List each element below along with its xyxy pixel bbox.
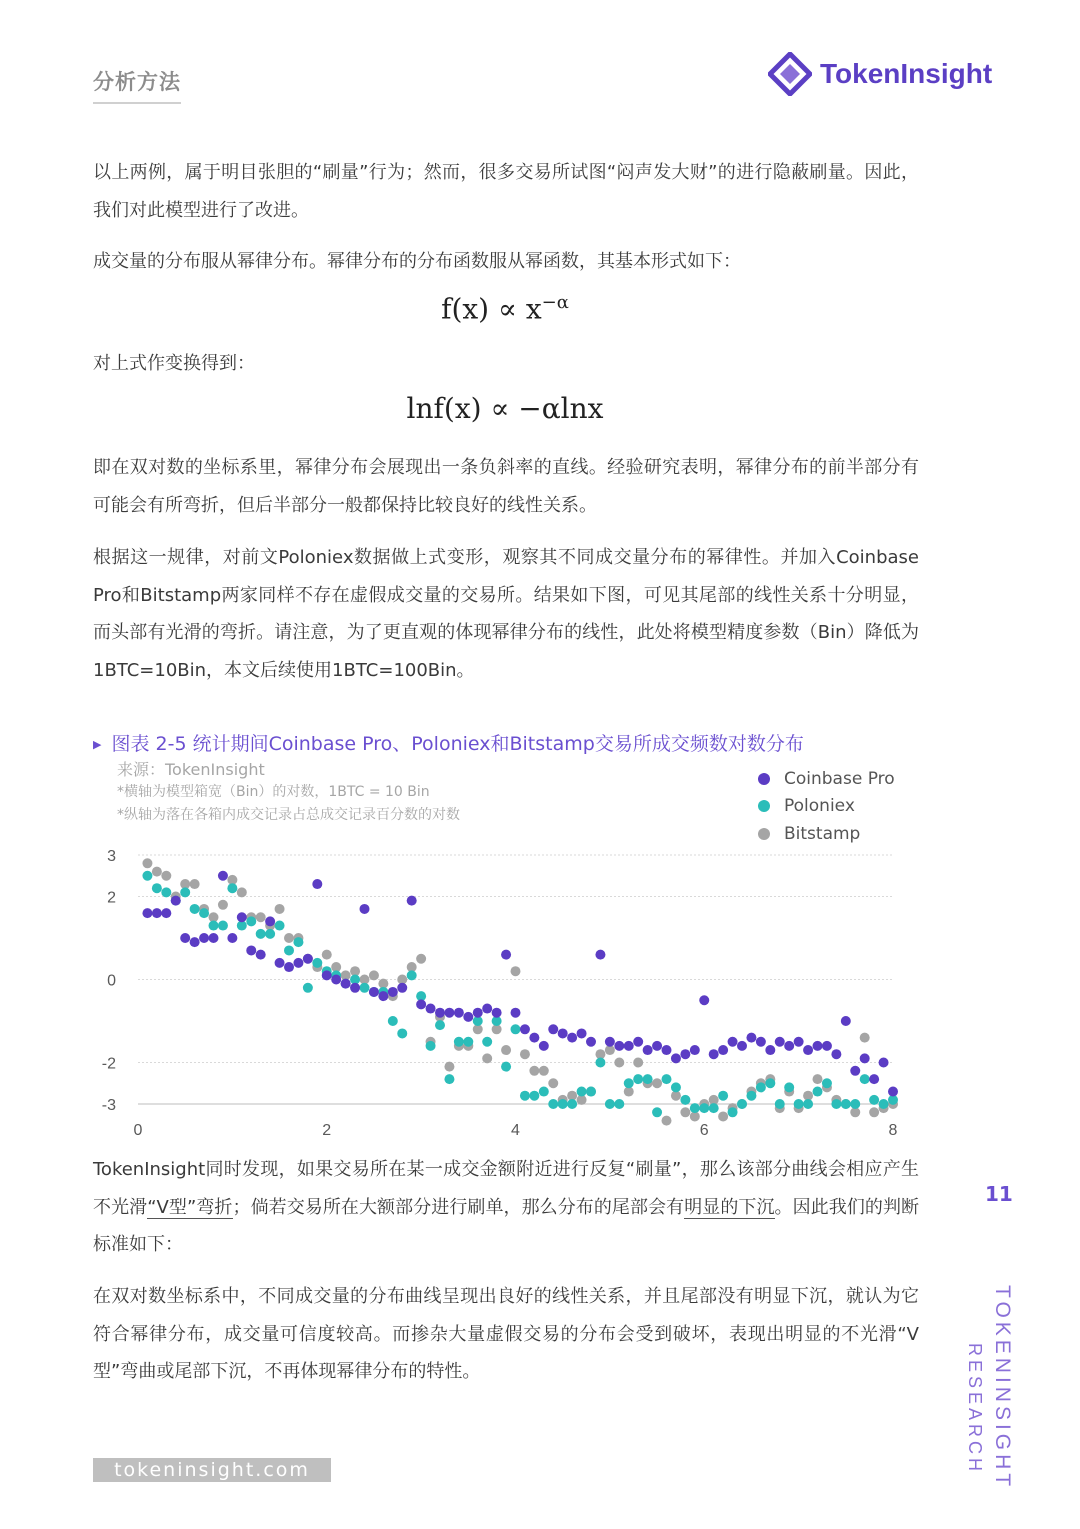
data-point-coinbase-pro [312,879,322,889]
data-point-coinbase-pro [275,958,285,968]
data-point-poloniex [152,883,162,893]
data-point-poloniex [142,871,152,881]
data-point-poloniex [577,1087,587,1097]
data-point-bitstamp [218,900,228,910]
data-point-coinbase-pro [775,1037,785,1047]
data-point-coinbase-pro [511,1008,521,1018]
data-point-poloniex [813,1087,823,1097]
data-point-poloniex [397,1028,407,1038]
data-point-poloniex [501,1062,511,1072]
data-point-coinbase-pro [633,1037,643,1047]
data-point-coinbase-pro [605,1037,615,1047]
data-point-poloniex [595,1058,605,1068]
data-point-poloniex [218,921,228,931]
side-brand-line-1: TOKENINSIGHT [991,1285,1014,1491]
brand-logo [768,52,992,96]
triangle-bullet-icon: ▶ [93,738,102,751]
y-tick-label: -2 [101,1055,116,1073]
data-point-poloniex [831,1099,841,1109]
y-tick-label: 2 [107,889,116,907]
data-point-poloniex [709,1103,719,1113]
data-point-poloniex [265,929,275,939]
data-point-poloniex [633,1074,643,1084]
paragraph-6 [93,1151,919,1264]
data-point-coinbase-pro [558,1028,568,1038]
data-point-coinbase-pro [850,1066,860,1076]
data-point-coinbase-pro [624,1041,634,1051]
data-point-coinbase-pro [737,1041,747,1051]
data-point-poloniex [775,1099,785,1109]
paragraph-2: 成交量的分布服从幂律分布。幂律分布的分布函数服从幂函数，其基本形式如下： [93,251,741,272]
data-point-coinbase-pro [416,999,426,1009]
paragraph-6-part-b: ；倘若交易所在大额部分进行刷单，那么分布的尾部会有 [232,1196,685,1218]
data-point-coinbase-pro [218,871,228,881]
data-point-poloniex [209,921,219,931]
data-point-coinbase-pro [756,1037,766,1047]
data-point-poloniex [652,1107,662,1117]
data-point-poloniex [520,1091,530,1101]
data-point-poloniex [444,1074,454,1084]
data-point-coinbase-pro [803,1045,813,1055]
page-number: 11 [985,1182,1013,1206]
data-point-bitstamp [256,912,266,922]
data-point-poloniex [869,1095,879,1105]
data-point-poloniex [605,1099,615,1109]
data-point-coinbase-pro [246,945,256,955]
data-point-poloniex [529,1091,539,1101]
data-point-coinbase-pro [680,1049,690,1059]
data-point-coinbase-pro [577,1028,587,1038]
data-point-poloniex [539,1087,549,1097]
data-point-bitstamp [680,1107,690,1117]
data-point-coinbase-pro [463,1012,473,1022]
data-point-coinbase-pro [426,1004,436,1014]
data-point-coinbase-pro [492,1008,502,1018]
data-point-poloniex [822,1078,832,1088]
legend-dot-bitstamp [758,828,770,840]
data-point-poloniex [841,1099,851,1109]
data-point-coinbase-pro [662,1045,672,1055]
data-point-coinbase-pro [350,983,360,993]
data-point-poloniex [284,945,294,955]
data-point-coinbase-pro [378,991,388,1001]
data-point-coinbase-pro [293,958,303,968]
data-point-coinbase-pro [643,1045,653,1055]
data-point-poloniex [246,916,256,926]
data-point-bitstamp [237,887,247,897]
data-point-poloniex [482,1037,492,1047]
data-point-poloniex [227,883,237,893]
data-point-coinbase-pro [331,975,341,985]
data-point-poloniex [275,921,285,931]
data-point-bitstamp [161,871,171,881]
data-point-bitstamp [284,933,294,943]
data-point-poloniex [293,937,303,947]
data-point-poloniex [746,1091,756,1101]
data-point-poloniex [690,1103,700,1113]
data-point-bitstamp [152,867,162,877]
data-point-poloniex [850,1099,860,1109]
data-point-coinbase-pro [784,1041,794,1051]
formula-log-transform: lnf(x) ∝ −αlnx [406,392,604,425]
y-tick-label: 3 [107,848,116,865]
chart-legend [758,765,895,848]
data-point-coinbase-pro [397,983,407,993]
side-brand-line-2: RESEARCH [965,1343,985,1476]
x-tick-label: 8 [888,1122,898,1139]
data-point-poloniex [879,1099,889,1109]
data-point-poloniex [511,1024,521,1034]
legend-label-coinbase: Coinbase Pro [784,768,895,789]
data-point-poloniex [699,1103,709,1113]
data-point-poloniex [765,1078,775,1088]
data-point-coinbase-pro [746,1033,756,1043]
data-point-poloniex [190,904,200,914]
data-point-bitstamp [813,1074,823,1084]
data-point-bitstamp [444,1062,454,1072]
data-point-poloniex [407,970,417,980]
data-point-coinbase-pro [822,1041,832,1051]
figure-title [93,729,804,756]
data-point-bitstamp [539,1066,549,1076]
data-point-poloniex [662,1074,672,1084]
y-tick-label: 0 [107,972,116,990]
data-point-bitstamp [501,1045,511,1055]
data-point-coinbase-pro [888,1087,898,1097]
data-point-bitstamp [529,1066,539,1076]
data-point-coinbase-pro [794,1037,804,1047]
data-point-bitstamp [190,879,200,889]
data-point-bitstamp [416,954,426,964]
footer-url: tokeninsight.com [93,1458,331,1482]
data-point-poloniex [794,1099,804,1109]
data-point-poloniex [803,1099,813,1109]
scatter-chart [90,840,920,1145]
data-point-coinbase-pro [152,908,162,918]
data-point-coinbase-pro [718,1045,728,1055]
data-point-coinbase-pro [369,987,379,997]
brand-name: TokenInsight [820,58,993,89]
v-shape-highlight: “V型”弯折 [147,1196,233,1218]
data-point-coinbase-pro [529,1033,539,1043]
data-point-coinbase-pro [813,1041,823,1051]
x-tick-label: 6 [699,1122,709,1139]
data-point-coinbase-pro [435,1008,445,1018]
section-title: 分析方法 [93,66,181,104]
data-point-bitstamp [860,1033,870,1043]
paragraph-4: 即在双对数的坐标系里，幂律分布会展现出一条负斜率的直线。经验研究表明，幂律分布的前半部分有可能会有所弯折，但后半部分一般都保持比较良好的线性关系。 [93,457,919,516]
data-point-poloniex [784,1082,794,1092]
figure-note-y: *纵轴为落在各箱内成交记录占总成交记录百分数的对数 [117,807,460,823]
data-point-coinbase-pro [237,912,247,922]
data-point-bitstamp [520,1049,530,1059]
data-point-coinbase-pro [501,950,511,960]
data-point-bitstamp [511,966,521,976]
legend-dot-poloniex [758,800,770,812]
data-point-poloniex [586,1087,596,1097]
data-point-coinbase-pro [190,937,200,947]
data-point-poloniex [360,983,370,993]
data-point-coinbase-pro [444,1008,454,1018]
data-point-bitstamp [633,1058,643,1068]
data-point-poloniex [614,1099,624,1109]
legend-dot-coinbase [758,773,770,785]
data-point-bitstamp [482,1053,492,1063]
data-point-poloniex [463,1037,473,1047]
data-point-poloniex [256,929,266,939]
data-point-coinbase-pro [728,1037,738,1047]
data-point-poloniex [643,1074,653,1084]
data-point-coinbase-pro [869,1074,879,1084]
data-point-coinbase-pro [595,950,605,960]
x-tick-label: 4 [511,1122,520,1139]
data-point-poloniex [737,1099,747,1109]
paragraph-5: 根据这一规律，对前文Poloniex数据做上式变形，观察其不同成交量分布的幂律性。并加入Coinbase Pro和Bitstamp两家同样不存在虚假成交量的交易所。结果如下图，可见其尾部的线性关系十分明显，而头部有光滑的弯折。请注意，为了更直观的体现幂律分布的线性，此处将模型精度参数（Bin）降低为1BTC=10Bin，本文后续使用1BTC=100Bin。 [93,547,919,681]
data-point-poloniex [426,1041,436,1051]
data-point-coinbase-pro [161,908,171,918]
x-tick-label: 0 [133,1122,143,1139]
tokeninsight-logo-icon [768,52,812,96]
data-point-poloniex [718,1091,728,1101]
data-point-poloniex [728,1107,738,1117]
data-point-coinbase-pro [473,1008,483,1018]
data-point-coinbase-pro [614,1041,624,1051]
data-point-poloniex [680,1095,690,1105]
y-tick-label: -3 [101,1097,116,1114]
data-point-coinbase-pro [860,1053,870,1063]
data-point-coinbase-pro [567,1033,577,1043]
data-point-poloniex [161,887,171,897]
data-point-poloniex [756,1082,766,1092]
data-point-poloniex [567,1099,577,1109]
formula-1-base: f(x) ∝ x [441,292,542,326]
formula-power-law [0,292,1010,325]
data-point-bitstamp [322,950,332,960]
figure-note-x: *横轴为模型箱宽（Bin）的对数，1BTC = 10 Bin [117,784,430,800]
data-point-poloniex [548,1099,558,1109]
data-point-poloniex [860,1074,870,1084]
data-point-poloniex [180,887,190,897]
data-point-bitstamp [869,1107,879,1117]
formula-1-exponent: −α [541,292,569,313]
legend-item-poloniex [758,793,895,821]
x-tick-label: 2 [322,1122,332,1139]
data-point-poloniex [312,958,322,968]
paragraph-1: 以上两例，属于明目张胆的“刷量”行为；然而，很多交易所试图“闷声发大财”的进行隐蔽刷量。因此，我们对此模型进行了改进。 [93,162,919,221]
tail-sinking-highlight: 明显的下沉 [684,1196,775,1218]
data-point-coinbase-pro [341,979,351,989]
data-point-coinbase-pro [256,950,266,960]
data-point-coinbase-pro [690,1045,700,1055]
data-point-coinbase-pro [652,1041,662,1051]
data-point-coinbase-pro [284,962,294,972]
legend-item-coinbase [758,765,895,793]
data-point-coinbase-pro [671,1053,681,1063]
data-point-coinbase-pro [265,916,275,926]
data-point-coinbase-pro [142,908,152,918]
data-point-bitstamp [548,1078,558,1088]
paragraph-7: 在双对数坐标系中，不同成交量的分布曲线呈现出良好的线性关系，并且尾部没有明显下沉，就认为它符合幂律分布，成交量可信度较高。而掺杂大量虚假交易的分布会受到破坏，表现出明显的不光滑“V型”弯曲或尾部下沉，不再体现幂律分布的特性。 [93,1286,919,1382]
data-point-coinbase-pro [699,995,709,1005]
data-point-coinbase-pro [765,1045,775,1055]
data-point-coinbase-pro [180,933,190,943]
data-point-coinbase-pro [520,1024,530,1034]
data-point-coinbase-pro [209,933,219,943]
data-point-poloniex [671,1082,681,1092]
data-point-coinbase-pro [360,904,370,914]
data-point-coinbase-pro [548,1024,558,1034]
data-point-coinbase-pro [586,1037,596,1047]
paragraph-3: 对上式作变换得到： [93,353,255,374]
paragraph-6-part-a: TokenInsight同时发现，如果交易所在某一成交金额附近进行反复“刷量”，那么该部分曲线会相应产生不光滑 [93,1159,919,1218]
data-point-bitstamp [369,970,379,980]
data-point-bitstamp [142,858,152,868]
data-point-poloniex [435,1020,445,1030]
figure-source: 来源：TokenInsight [117,760,265,779]
data-point-poloniex [624,1078,634,1088]
data-point-bitstamp [275,904,285,914]
data-point-poloniex [388,1016,398,1026]
data-point-coinbase-pro [454,1008,464,1018]
data-point-coinbase-pro [171,896,181,906]
legend-label-poloniex: Poloniex [784,796,855,817]
paragraph-6-part-c: 。因此我们的判断标准如下： [93,1196,920,1255]
figure-title-text: 图表 2-5 统计期间Coinbase Pro、Poloniex和Bitstamp交易所成交频数对数分布 [111,733,804,755]
data-point-poloniex [558,1099,568,1109]
data-point-coinbase-pro [388,987,398,997]
data-point-coinbase-pro [841,1016,851,1026]
data-point-coinbase-pro [322,970,332,980]
data-point-bitstamp [652,1078,662,1088]
data-point-bitstamp [662,1116,672,1126]
data-point-coinbase-pro [709,1049,719,1059]
data-point-coinbase-pro [831,1049,841,1059]
data-point-coinbase-pro [539,1041,549,1051]
data-point-poloniex [454,1037,464,1047]
data-point-coinbase-pro [407,896,417,906]
data-point-coinbase-pro [199,933,209,943]
data-point-poloniex [199,908,209,918]
legend-label-bitstamp: Bitstamp [784,823,861,844]
data-point-bitstamp [614,1058,624,1068]
data-point-coinbase-pro [879,1058,889,1068]
data-point-coinbase-pro [303,954,313,964]
data-point-poloniex [303,983,313,993]
data-point-bitstamp [718,1111,728,1121]
data-point-coinbase-pro [227,933,237,943]
data-point-coinbase-pro [482,1004,492,1014]
